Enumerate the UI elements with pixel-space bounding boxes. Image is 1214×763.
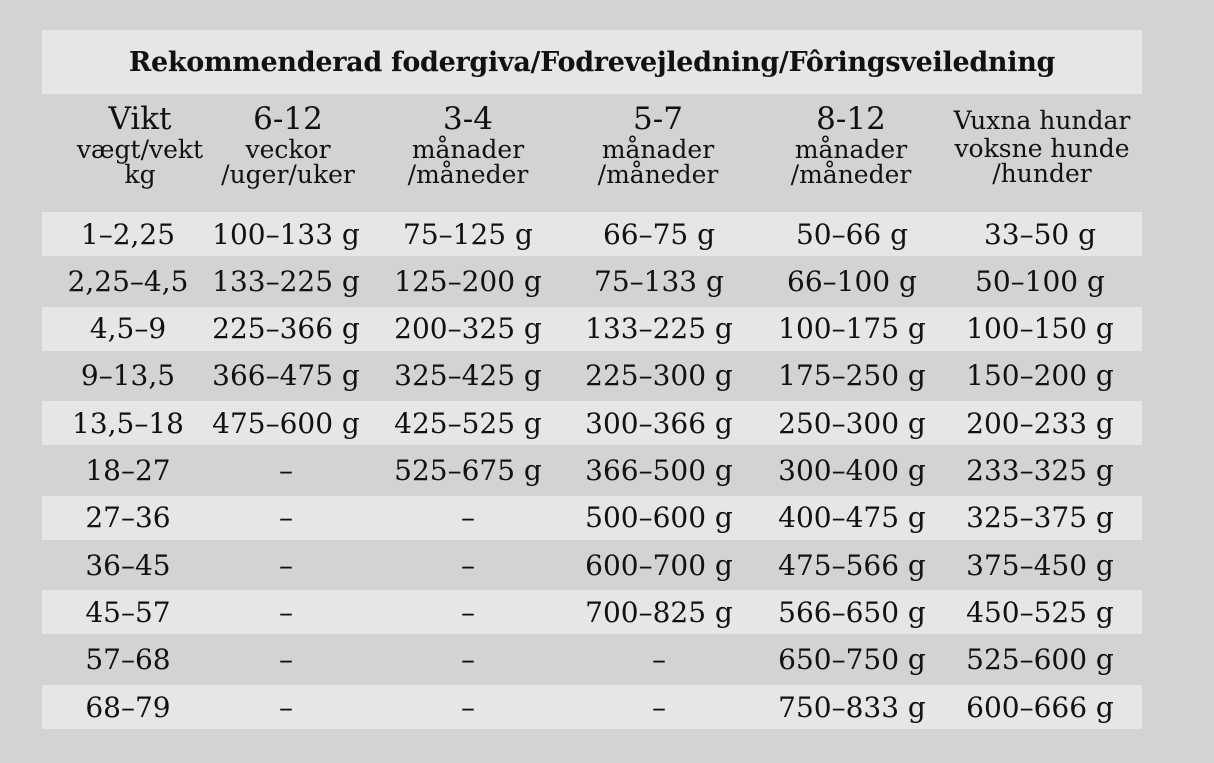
portion-cell: 50–66 g xyxy=(795,217,909,251)
table-row xyxy=(42,259,1142,303)
table-row xyxy=(42,354,1142,398)
portion-cell: 650–750 g xyxy=(778,643,926,677)
portion-cell: – xyxy=(461,690,475,724)
header-5-7-title: 5-7 xyxy=(633,101,683,137)
portion-cell: 100–175 g xyxy=(778,312,926,346)
portion-cell: 600–666 g xyxy=(966,690,1114,724)
header-3-4-title: 3-4 xyxy=(443,101,493,137)
portion-cell: 225–366 g xyxy=(212,312,360,346)
header-3-4-months xyxy=(388,101,548,189)
table-row xyxy=(42,212,1142,256)
weight-cell: 1–2,25 xyxy=(80,217,176,251)
portion-cell: 525–600 g xyxy=(966,643,1114,677)
weight-cell: 57–68 xyxy=(85,643,171,677)
header-8-12-months xyxy=(771,101,931,189)
portion-cell: 200–233 g xyxy=(966,406,1114,440)
header-adult-dogs xyxy=(942,106,1142,186)
table-header xyxy=(42,94,1142,204)
portion-cell: 300–366 g xyxy=(585,406,733,440)
weight-cell: 9–13,5 xyxy=(80,359,176,393)
header-adult-line1: Vuxna hundar xyxy=(953,106,1131,135)
weight-cell: 13,5–18 xyxy=(72,406,184,440)
weight-cell: 18–27 xyxy=(85,454,171,487)
portion-cell: 325–425 g xyxy=(394,359,542,393)
portion-cell: 566–650 g xyxy=(778,595,926,629)
header-6-12-weeks xyxy=(208,101,368,189)
header-8-12-line1: månader xyxy=(794,135,908,164)
portion-cell: 75–133 g xyxy=(594,264,724,298)
portion-cell: 475–566 g xyxy=(778,548,926,582)
header-weight xyxy=(60,101,220,189)
portion-cell: 150–200 g xyxy=(966,359,1114,393)
header-8-12-title: 8-12 xyxy=(816,101,886,137)
portion-cell: 366–475 g xyxy=(212,359,360,393)
portion-cell: 66–100 g xyxy=(787,264,917,298)
portion-cell: – xyxy=(279,643,293,677)
weight-cell: 4,5–9 xyxy=(89,312,167,346)
portion-cell: – xyxy=(279,501,293,535)
title-bar xyxy=(42,30,1142,94)
portion-cell: 425–525 g xyxy=(394,406,542,440)
portion-cell: – xyxy=(279,548,293,582)
portion-cell: – xyxy=(279,454,293,487)
header-5-7-months xyxy=(578,101,738,189)
portion-cell: 375–450 g xyxy=(966,548,1114,582)
portion-cell: 100–150 g xyxy=(966,312,1114,346)
table-row xyxy=(42,590,1142,634)
portion-cell: 750–833 g xyxy=(778,690,926,724)
weight-cell: 45–57 xyxy=(85,595,171,629)
header-5-7-line2: /måneder xyxy=(597,160,719,189)
header-3-4-line1: månader xyxy=(411,135,525,164)
portion-cell: 700–825 g xyxy=(585,595,733,629)
table-row xyxy=(42,638,1142,682)
portion-cell: 225–300 g xyxy=(585,359,733,393)
portion-cell: 75–125 g xyxy=(403,217,533,251)
portion-cell: 450–525 g xyxy=(966,595,1114,629)
portion-cell: 475–600 g xyxy=(212,406,360,440)
portion-cell: 100–133 g xyxy=(212,217,360,251)
feeding-guide-panel xyxy=(42,30,1142,735)
header-weight-title: Vikt xyxy=(108,101,172,137)
header-6-12-title: 6-12 xyxy=(253,101,323,137)
portion-cell: 175–250 g xyxy=(778,359,926,393)
portion-cell: 66–75 g xyxy=(602,217,716,251)
portion-cell: 133–225 g xyxy=(212,264,360,298)
portion-cell: – xyxy=(279,595,293,629)
table-row xyxy=(42,496,1142,540)
portion-cell: – xyxy=(461,643,475,677)
portion-cell: – xyxy=(461,548,475,582)
portion-cell: 325–375 g xyxy=(966,501,1114,535)
portion-cell: 125–200 g xyxy=(394,264,542,298)
portion-cell: 233–325 g xyxy=(966,454,1114,487)
portion-cell: 133–225 g xyxy=(585,312,733,346)
portion-cell: 33–50 g xyxy=(983,217,1097,251)
weight-cell: 2,25–4,5 xyxy=(67,264,189,298)
portion-cell: 300–400 g xyxy=(778,454,926,487)
portion-cell: 50–100 g xyxy=(975,264,1105,298)
weight-cell: 68–79 xyxy=(85,690,171,724)
portion-cell: 500–600 g xyxy=(585,501,733,535)
portion-cell: – xyxy=(461,501,475,535)
portion-cell: 250–300 g xyxy=(778,406,926,440)
header-8-12-line2: /måneder xyxy=(790,160,912,189)
portion-cell: 400–475 g xyxy=(778,501,926,535)
portion-cell: – xyxy=(461,595,475,629)
weight-cell: 27–36 xyxy=(85,501,171,535)
portion-cell: 600–700 g xyxy=(585,548,733,582)
header-weight-line2: kg xyxy=(124,160,156,189)
header-3-4-line2: /måneder xyxy=(407,160,529,189)
portion-cell: – xyxy=(652,690,666,724)
table-row xyxy=(42,307,1142,351)
table-row xyxy=(42,401,1142,445)
weight-cell: 36–45 xyxy=(85,548,171,582)
portion-cell: – xyxy=(279,690,293,724)
header-6-12-line2: /uger/uker xyxy=(221,160,355,189)
table-row xyxy=(42,685,1142,729)
portion-cell: 200–325 g xyxy=(394,312,542,346)
table-row xyxy=(42,449,1142,493)
header-weight-line1: vægt/vekt xyxy=(76,135,204,164)
portion-cell: 366–500 g xyxy=(585,454,733,487)
table-row xyxy=(42,543,1142,587)
portion-cell: – xyxy=(652,643,666,677)
header-6-12-line1: veckor xyxy=(245,135,331,164)
portion-cell: 525–675 g xyxy=(394,454,542,487)
header-adult-line2: voksne hunde xyxy=(954,134,1130,163)
table-title: Rekommenderad fodergiva/Fodrevejledning/Fôringsveiledning xyxy=(128,46,1056,78)
header-adult-line3: /hunder xyxy=(992,159,1092,188)
header-5-7-line1: månader xyxy=(601,135,715,164)
